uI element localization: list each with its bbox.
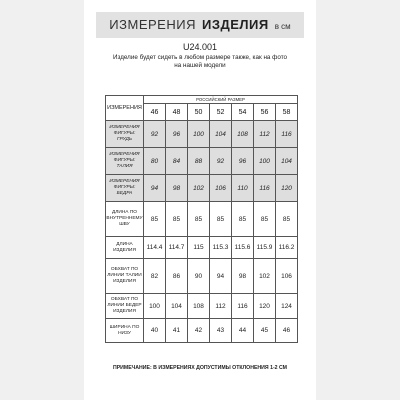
- table-cell: 84: [166, 148, 188, 175]
- table-cell: 98: [232, 259, 254, 294]
- table-cell: 46: [276, 319, 298, 343]
- table-cell: 85: [166, 202, 188, 237]
- table-cell: 44: [232, 319, 254, 343]
- table-row: [106, 121, 298, 148]
- tolerance-note: ПРИМЕЧАНИЕ: В ИЗМЕРЕНИЯХ ДОПУСТИМЫ ОТКЛОНЕНИЯ 1-2 СМ: [112, 365, 288, 371]
- table-cell: 124: [276, 294, 298, 319]
- table-cell: 114.4: [144, 237, 166, 259]
- row-label: ИЗМЕРЕНИЯ ФИГУРЫ: БЕДРА: [106, 175, 144, 202]
- table-cell: 112: [210, 294, 232, 319]
- size-header-54: 54: [232, 104, 254, 121]
- table-row: [106, 294, 298, 319]
- table-cell: 108: [232, 121, 254, 148]
- table-cell: 90: [188, 259, 210, 294]
- table-cell: 40: [144, 319, 166, 343]
- table-cell: 104: [166, 294, 188, 319]
- title-word-product: ИЗДЕЛИЯ: [201, 17, 269, 32]
- table-cell: 85: [276, 202, 298, 237]
- table-row: [106, 259, 298, 294]
- table-cell: 116: [232, 294, 254, 319]
- table-cell: 82: [144, 259, 166, 294]
- table-cell: 42: [188, 319, 210, 343]
- table-corner-label: ИЗМЕРЕНИЯ: [106, 96, 144, 121]
- table-row: [106, 148, 298, 175]
- table-cell: 88: [188, 148, 210, 175]
- table-cell: 106: [210, 175, 232, 202]
- table-cell: 85: [210, 202, 232, 237]
- table-cell: 100: [188, 121, 210, 148]
- table-row: [106, 202, 298, 237]
- table-cell: 85: [232, 202, 254, 237]
- table-cell: 85: [254, 202, 276, 237]
- product-code: U24.001: [182, 42, 218, 52]
- table-cell: 80: [144, 148, 166, 175]
- table-row: [106, 319, 298, 343]
- table-cell: 96: [232, 148, 254, 175]
- table-cell: 115.3: [210, 237, 232, 259]
- table-cell: 102: [188, 175, 210, 202]
- size-header-52: 52: [210, 104, 232, 121]
- table-cell: 92: [144, 121, 166, 148]
- table-cell: 45: [254, 319, 276, 343]
- table-cell: 43: [210, 319, 232, 343]
- table-cell: 120: [254, 294, 276, 319]
- table-cell: 98: [166, 175, 188, 202]
- size-header-58: 58: [276, 104, 298, 121]
- fit-description: Изделие будет сидеть в любом размере также, как на фото на нашей модели: [112, 54, 288, 69]
- table-cell: 94: [210, 259, 232, 294]
- table-cell: 96: [166, 121, 188, 148]
- table-cell: 85: [144, 202, 166, 237]
- table-cell: 104: [276, 148, 298, 175]
- size-header-48: 48: [166, 104, 188, 121]
- table-cell: 112: [254, 121, 276, 148]
- table-cell: 104: [210, 121, 232, 148]
- size-group-label: РОССИЙСКИЙ РАЗМЕР: [144, 96, 298, 104]
- table-cell: 100: [254, 148, 276, 175]
- title-word-measurements: ИЗМЕРЕНИЯ: [109, 17, 196, 32]
- title-unit: в см: [274, 22, 291, 31]
- table-cell: 92: [210, 148, 232, 175]
- table-cell: 115.9: [254, 237, 276, 259]
- row-label: ОБХВАТ ПО ЛИНИИ ТАЛИИ ИЗДЕЛИЯ: [106, 259, 144, 294]
- row-label: ОБХВАТ ПО ЛИНИИ БЕДЕР ИЗДЕЛИЯ: [106, 294, 144, 319]
- table-cell: 116.2: [276, 237, 298, 259]
- row-label: ИЗМЕРЕНИЯ ФИГУРЫ: ГРУДЬ: [106, 121, 144, 148]
- size-table: [105, 95, 298, 343]
- table-cell: 116: [254, 175, 276, 202]
- table-cell: 115.6: [232, 237, 254, 259]
- table-cell: 41: [166, 319, 188, 343]
- table-cell: 85: [188, 202, 210, 237]
- table-cell: 115: [188, 237, 210, 259]
- table-cell: 108: [188, 294, 210, 319]
- row-label: ИЗМЕРЕНИЯ ФИГУРЫ: ТАЛИЯ: [106, 148, 144, 175]
- table-cell: 116: [276, 121, 298, 148]
- table-cell: 102: [254, 259, 276, 294]
- table-cell: 120: [276, 175, 298, 202]
- table-cell: 86: [166, 259, 188, 294]
- table-body: [106, 121, 298, 343]
- table-cell: 100: [144, 294, 166, 319]
- row-label: ДЛИНА ИЗДЕЛИЯ: [106, 237, 144, 259]
- table-cell: 106: [276, 259, 298, 294]
- title-banner: [96, 12, 304, 38]
- row-label: ШИРИНА ПО НИЗУ: [106, 319, 144, 343]
- row-label: ДЛИНА ПО ВНУТРЕННЕМУ ШВУ: [106, 202, 144, 237]
- size-header-46: 46: [144, 104, 166, 121]
- table-cell: 94: [144, 175, 166, 202]
- table-row: [106, 237, 298, 259]
- table-cell: 110: [232, 175, 254, 202]
- table-row: [106, 175, 298, 202]
- size-header-56: 56: [254, 104, 276, 121]
- table-cell: 114.7: [166, 237, 188, 259]
- size-header-50: 50: [188, 104, 210, 121]
